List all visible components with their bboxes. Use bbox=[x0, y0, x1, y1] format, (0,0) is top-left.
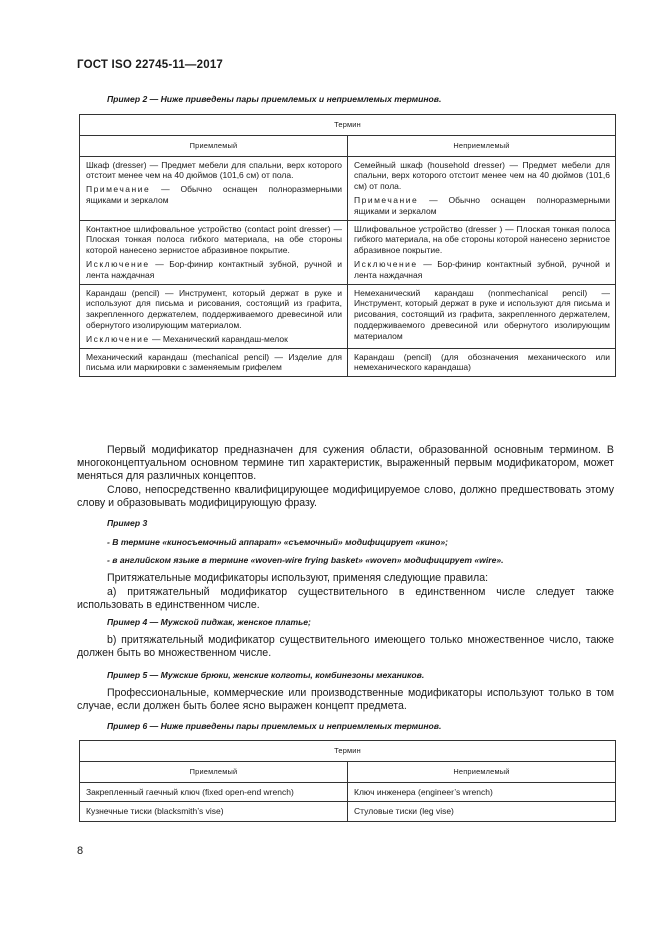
example-4-caption: Пример 4 — Мужской пиджак, женское платье; bbox=[107, 617, 311, 627]
table-row bbox=[80, 284, 616, 348]
table-2-col-acceptable: Приемлемый bbox=[80, 761, 348, 782]
table-cell: Стуловые тиски (leg vise) bbox=[348, 802, 616, 822]
paragraph-5: b) притяжательный модификатор существительного имеющего только множественное число, также должен быть во множественном числе. bbox=[77, 634, 614, 660]
table-row bbox=[80, 348, 616, 377]
example-2-caption: Пример 2 — Ниже приведены пары приемлемых и неприемлемых терминов. bbox=[107, 94, 442, 104]
table-2-col-unacceptable: Неприемлемый bbox=[348, 761, 616, 782]
paragraph-2: Слово, непосредственно квалифицирующее модифицируемое слово, должно предшествовать этому слову и образовывать модифицирующую фразу. bbox=[77, 484, 614, 510]
table-cell: Ключ инженера (engineer’s wrench) bbox=[348, 782, 616, 802]
table-row bbox=[80, 782, 616, 802]
table-cell: Семейный шкаф (household dresser) — Предмет мебели для спальни, верх которого отстоит менее чем на 40 дюймов (101,6 см) от пола. Примечание — Обычно оснащен полноразмерными ящиками и зеркалом bbox=[348, 156, 616, 220]
example-3-caption: Пример 3 bbox=[107, 518, 148, 528]
table-1-title: Термин bbox=[80, 115, 616, 136]
paragraph-4: а) притяжательный модификатор существительного в единственном числе следует также использовать в единственном числе. bbox=[77, 586, 614, 612]
table-cell: Кузнечные тиски (blacksmith’s vise) bbox=[80, 802, 348, 822]
paragraph-3: Притяжательные модификаторы используют, применяя следующие правила: bbox=[107, 572, 489, 584]
example-3-item-2: - в английском языке в термине «woven-wire frying basket» «woven» модифицирует «wire». bbox=[107, 555, 504, 565]
table-row bbox=[80, 156, 616, 220]
example-5-caption: Пример 5 — Мужские брюки, женские колготы, комбинезоны механиков. bbox=[107, 670, 425, 680]
table-cell: Шкаф (dresser) — Предмет мебели для спальни, верх которого отстоит менее чем на 40 дюймов (101,6 см) от пола. Примечание — Обычно оснащен полноразмерными ящиками и зеркалом bbox=[80, 156, 348, 220]
paragraph-1: Первый модификатор предназначен для сужения области, образованной основным термином. В многоконцептуальном основном термине тип характеристик, выраженный первым модификатором, может меняться для различных концептов. bbox=[77, 444, 614, 483]
table-cell: Механический карандаш (mechanical pencil) — Изделие для письма или маркировки с заменяемым грифелем bbox=[80, 348, 348, 377]
terms-table-2 bbox=[79, 740, 616, 822]
table-row bbox=[80, 802, 616, 822]
example-6-caption: Пример 6 — Ниже приведены пары приемлемых и неприемлемых терминов. bbox=[107, 721, 442, 731]
table-cell: Карандаш (pencil) — Инструмент, который держат в руке и используют для письма и рисования, состоящий из графита, закрепленного держателем, поддерживаемого древесиной или обернутого изолирующим материалом. Исключение — Механический карандаш-мелок bbox=[80, 284, 348, 348]
table-cell: Шлифовальное устройство (dresser ) — Плоская тонкая полоса гибкого материала, на обе стороны которой нанесено зернистое абразивное покрытие. Исключение — Бор-финир контактный зубной, ручной и лента наждачная bbox=[348, 220, 616, 284]
table-2-title: Термин bbox=[80, 741, 616, 762]
example-3-item-1: - В термине «киносъемочный аппарат» «съемочный» модифицирует «кино»; bbox=[107, 537, 448, 547]
table-cell: Контактное шлифовальное устройство (contact point dresser) — Плоская тонкая полоса гибкого материала, на обе стороны которой нанесено зернистое абразивное покрытие. Исключение — Бор-финир контактный зубной, ручной и лента наждачная bbox=[80, 220, 348, 284]
paragraph-6: Профессиональные, коммерческие или производственные модификаторы используют только в том случае, если должен быть более ясно выражен концепт предмета. bbox=[77, 687, 614, 713]
terms-table-1 bbox=[79, 114, 616, 377]
table-1-col-unacceptable: Неприемлемый bbox=[348, 135, 616, 156]
page-number: 8 bbox=[77, 845, 84, 857]
standard-header: ГОСТ ISO 22745-11—2017 bbox=[77, 59, 224, 71]
table-1-col-acceptable: Приемлемый bbox=[80, 135, 348, 156]
table-cell: Немеханический карандаш (nonmechanical pencil) — Инструмент, который держат в руке и используют для письма и рисования, состоящий из графита, закрепленного держателем, поддерживаемого древесиной или обернутого изолирующим материалом bbox=[348, 284, 616, 348]
table-cell: Карандаш (pencil) (для обозначения механического или немеханического карандаша) bbox=[348, 348, 616, 377]
table-row bbox=[80, 220, 616, 284]
table-cell: Закрепленный гаечный ключ (fixed open-end wrench) bbox=[80, 782, 348, 802]
